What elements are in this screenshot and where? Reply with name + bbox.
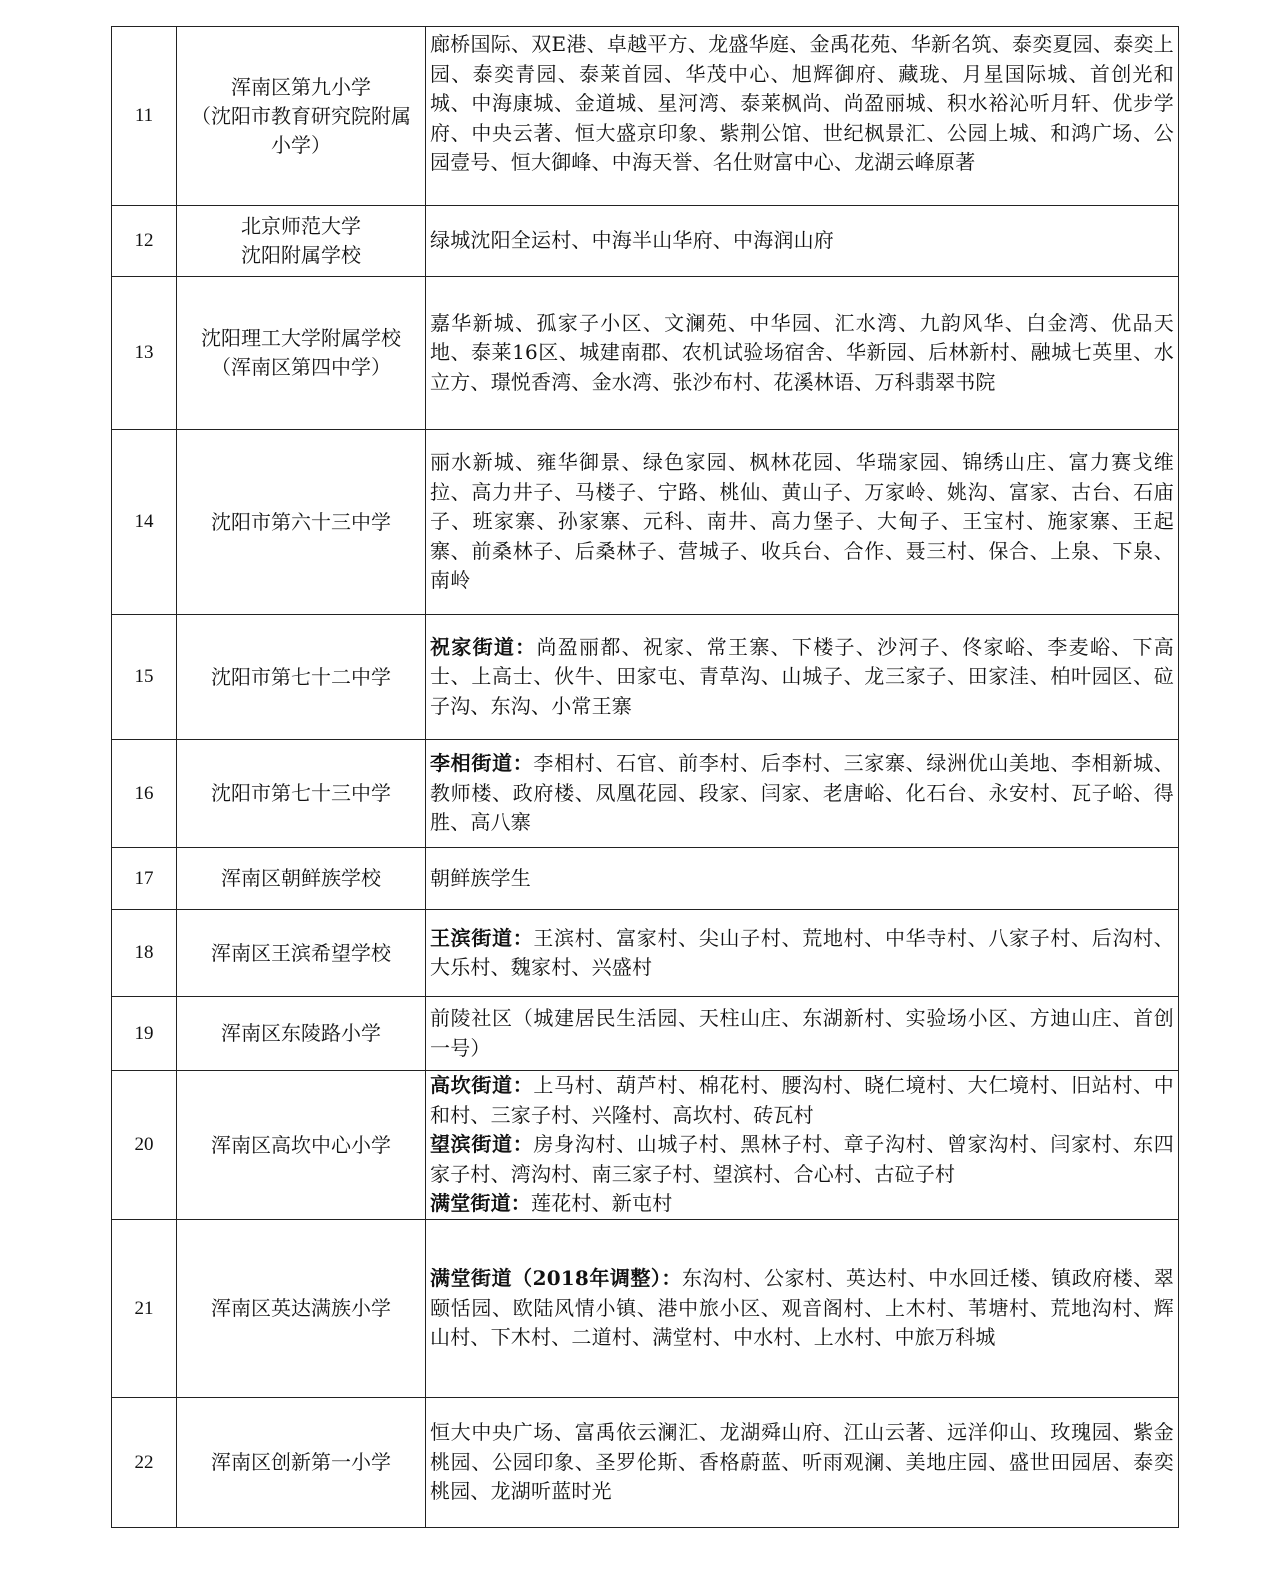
table-row [112,1220,1179,1398]
school-name [177,1071,426,1220]
row-number: 16 [112,740,177,848]
row-number: 12 [112,206,177,277]
street-prefix: 满堂街道（2018年调整）： [430,1266,682,1291]
row-number: 13 [112,277,177,430]
school-name-text: 浑南区王滨希望学校 [211,940,391,965]
school-name [177,206,426,277]
street-block-gaokan [430,1071,1174,1130]
school-name-text: 浑南区高坎中心小学 [211,1132,391,1157]
school-name [177,277,426,430]
school-name-text: 沈阳市第六十三中学 [211,509,391,534]
school-name-text: 沈阳市第七十三中学 [211,781,391,805]
school-name-text: 沈阳市第七十二中学 [211,664,391,689]
row-number: 19 [112,997,177,1071]
school-name-text: 沈阳理工大学附属学校 （浑南区第四中学） [201,326,401,379]
enrollment-area [426,430,1179,615]
area-text: 房身沟村、山城子村、黑林子村、章子沟村、曾家沟村、闫家村、东四家子村、湾沟村、南三家子村、望滨村、合心村、古砬子村 [430,1132,1175,1186]
area-text: 莲花村、新屯村 [531,1191,673,1216]
school-name-text: 北京师范大学 沈阳附属学校 [241,214,361,267]
street-prefix: 满堂街道： [430,1191,531,1216]
school-name-text: 浑南区朝鲜族学校 [221,866,381,890]
school-name [177,997,426,1071]
school-name-text: 浑南区东陵路小学 [221,1021,381,1045]
table-row [112,27,1179,206]
enrollment-area [426,277,1179,430]
enrollment-area [426,615,1179,740]
area-text: 王滨村、富家村、尖山子村、荒地村、中华寺村、八家子村、后沟村、大乐村、魏家村、兴盛村 [430,925,1175,979]
row-number: 22 [112,1398,177,1528]
enrollment-area [426,1220,1179,1398]
row-number: 14 [112,430,177,615]
street-prefix: 望滨街道： [430,1132,534,1157]
area-text: 绿城沈阳全运村、中海半山华府、中海润山府 [430,228,834,253]
school-name [177,740,426,848]
table-row [112,1398,1179,1528]
table-row [112,997,1179,1071]
enrollment-area [426,848,1179,910]
area-text: 嘉华新城、孤家子小区、文澜苑、中华园、汇水湾、九韵风华、白金湾、优品天地、泰莱16区、城建南郡、农机试验场宿舍、华新园、后林新村、融城七英里、水立方、璟悦香湾、金水湾、张沙布村、花溪林语、万科翡翠书院 [430,310,1174,394]
row-number: 20 [112,1071,177,1220]
area-text: 朝鲜族学生 [430,865,531,890]
area-text: 廊桥国际、双E港、卓越平方、龙盛华庭、金禹花苑、华新名筑、泰奕夏园、泰奕上园、泰奕青园、泰莱首园、华茂中心、旭辉御府、藏珑、月星国际城、首创光和城、中海康城、金道城、星河湾、泰莱枫尚、尚盈丽城、积水裕沁听月轩、优步学府、中央云著、恒大盛京印象、紫荆公馆、世纪枫景汇、公园上城、和鸿广场、公园壹号、恒大御峰、中海天誉、名仕财富中心、龙湖云峰原著 [430,32,1174,174]
row-number: 21 [112,1220,177,1398]
school-name [177,910,426,997]
table-row [112,206,1179,277]
row-number: 18 [112,910,177,997]
school-name [177,27,426,206]
table-row [112,430,1179,615]
school-name [177,1398,426,1528]
area-text: 李相村、石官、前李村、后李村、三家寨、绿洲优山美地、李相新城、教师楼、政府楼、凤凰花园、段家、闫家、老唐峪、化石台、永安村、瓦子峪、得胜、高八寨 [430,751,1175,835]
row-number: 15 [112,615,177,740]
table-row [112,615,1179,740]
street-block-mantang [430,1189,1174,1219]
street-prefix: 李相街道： [430,751,534,776]
school-name-text: 浑南区创新第一小学 [211,1450,391,1474]
street-prefix: 祝家街道： [430,634,537,659]
school-district-table [111,26,1179,1528]
area-text: 恒大中央广场、富禹依云澜汇、龙湖舜山府、江山云著、远洋仰山、玫瑰园、紫金桃园、公园印象、圣罗伦斯、香格蔚蓝、听雨观澜、美地庄园、盛世田园居、泰奕桃园、龙湖听蓝时光 [430,1420,1174,1504]
school-name [177,430,426,615]
street-prefix: 高坎街道： [430,1073,534,1098]
enrollment-area [426,206,1179,277]
school-name-text: 浑南区英达满族小学 [211,1296,391,1320]
school-name [177,848,426,910]
enrollment-area [426,910,1179,997]
enrollment-area [426,27,1179,206]
table-row [112,1071,1179,1220]
table-body [112,27,1179,1528]
enrollment-area [426,1398,1179,1528]
school-name [177,615,426,740]
enrollment-area [426,997,1179,1071]
table-row [112,277,1179,430]
row-number: 11 [112,27,177,206]
area-text: 前陵社区（城建居民生活园、天柱山庄、东湖新村、实验场小区、方迪山庄、首创一号） [430,1006,1174,1060]
table-row [112,848,1179,910]
table-row [112,910,1179,997]
area-text: 尚盈丽都、祝家、常王寨、下楼子、沙河子、佟家峪、李麦峪、下高士、上高士、伙牛、田家屯、青草沟、山城子、龙三家子、田家洼、柏叶园区、砬子沟、东沟、小常王寨 [430,634,1175,718]
street-prefix: 王滨街道： [430,925,534,950]
enrollment-area [426,740,1179,848]
area-text: 上马村、葫芦村、棉花村、腰沟村、晓仁境村、大仁境村、旧站村、中和村、三家子村、兴隆村、高坎村、砖瓦村 [430,1073,1175,1127]
enrollment-area [426,1071,1179,1220]
area-text: 丽水新城、雍华御景、绿色家园、枫林花园、华瑞家园、锦绣山庄、富力赛戈维拉、高力井子、马楼子、宁路、桃仙、黄山子、万家岭、姚沟、富家、古台、石庙子、班家寨、孙家寨、元科、南井、高力堡子、大甸子、王宝村、施家寨、王起寨、前桑林子、后桑林子、营城子、收兵台、合作、聂三村、保合、上泉、下泉、南岭 [430,450,1174,593]
table-row [112,740,1179,848]
school-name-text: 浑南区第九小学 （沈阳市教育研究院附属小学） [191,74,411,157]
school-name [177,1220,426,1398]
street-block-wangbin [430,1130,1174,1189]
area-text: 东沟村、公家村、英达村、中水回迁楼、镇政府楼、翠颐恬园、欧陆风情小镇、港中旅小区、观音阁村、上木村、苇塘村、荒地沟村、辉山村、下木村、二道村、满堂村、中水村、上水村、中旅万科城 [430,1266,1174,1350]
row-number: 17 [112,848,177,910]
